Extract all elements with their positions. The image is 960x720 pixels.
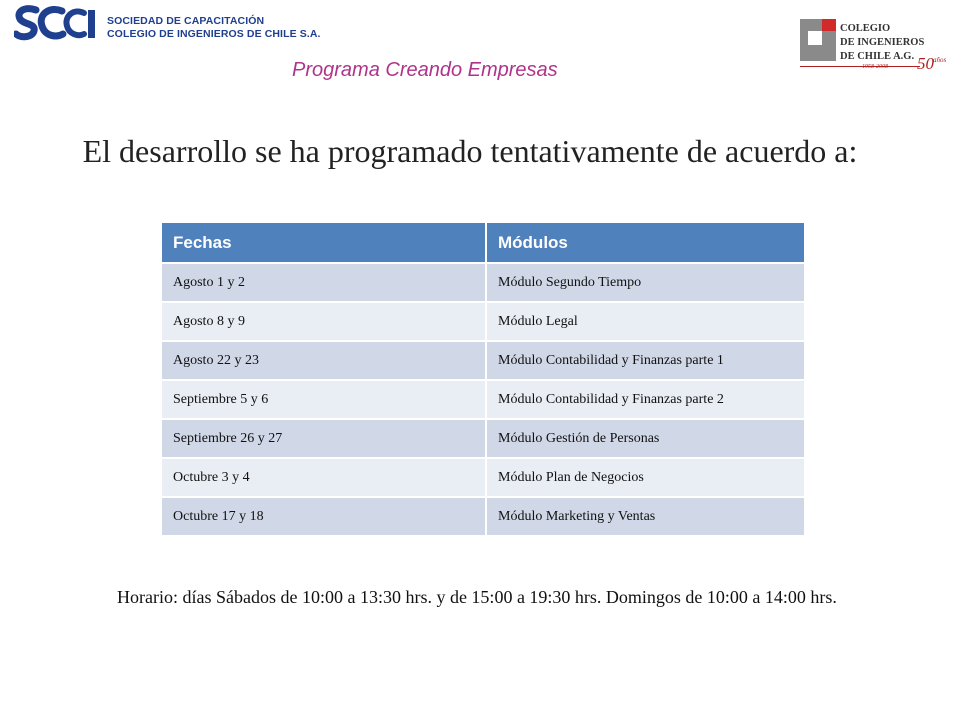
fecha-cell: Agosto 22 y 23	[162, 341, 486, 380]
modulo-cell: Módulo Contabilidad y Finanzas parte 1	[486, 341, 804, 380]
fecha-cell: Agosto 1 y 2	[162, 263, 486, 302]
logo-right-fifty: 50	[917, 54, 934, 73]
modulo-cell: Módulo Plan de Negocios	[486, 458, 804, 497]
table-row	[162, 263, 804, 302]
slide-title: El desarrollo se ha programado tentativamente de acuerdo a:	[82, 133, 858, 169]
logo-right-line3: DE CHILE A.G.	[840, 51, 915, 62]
logo-right-years: 1958-2008	[862, 64, 888, 70]
table-row	[162, 302, 804, 341]
table-row	[162, 497, 804, 535]
colegio-logo-mark	[800, 19, 836, 61]
table-row	[162, 419, 804, 458]
modulo-cell: Módulo Marketing y Ventas	[486, 497, 804, 535]
modulo-cell: Módulo Segundo Tiempo	[486, 263, 804, 302]
table-row	[162, 380, 804, 419]
schedule-table	[162, 223, 804, 535]
modulo-cell: Módulo Gestión de Personas	[486, 419, 804, 458]
modulo-cell: Módulo Legal	[486, 302, 804, 341]
logo-right-line1: COLEGIO	[840, 23, 891, 34]
fecha-cell: Septiembre 26 y 27	[162, 419, 486, 458]
table-header-row	[162, 223, 804, 263]
logo-left-line1: SOCIEDAD DE CAPACITACIÓN	[107, 15, 265, 27]
scci-logo	[14, 4, 321, 48]
fecha-cell: Octubre 17 y 18	[162, 497, 486, 535]
fecha-cell: Septiembre 5 y 6	[162, 380, 486, 419]
header-modulos: Módulos	[486, 223, 804, 263]
program-name: Programa Creando Empresas	[292, 59, 558, 81]
table-row	[162, 341, 804, 380]
logo-right-line2: DE INGENIEROS	[840, 37, 925, 48]
schedule-hours: Horario: días Sábados de 10:00 a 13:30 hrs. y de 15:00 a 19:30 hrs. Domingos de 10:00 a 14:00 hrs.	[117, 587, 837, 607]
fecha-cell: Octubre 3 y 4	[162, 458, 486, 497]
logo-right-anos: años	[933, 56, 947, 64]
table-row	[162, 458, 804, 497]
scci-logo-mark	[14, 4, 96, 44]
logo-left-line2: COLEGIO DE INGENIEROS DE CHILE S.A.	[107, 28, 321, 40]
colegio-logo	[800, 14, 950, 76]
logo-right-rule	[800, 66, 920, 67]
header-fechas: Fechas	[162, 223, 486, 263]
fecha-cell: Agosto 8 y 9	[162, 302, 486, 341]
modulo-cell: Módulo Contabilidad y Finanzas parte 2	[486, 380, 804, 419]
